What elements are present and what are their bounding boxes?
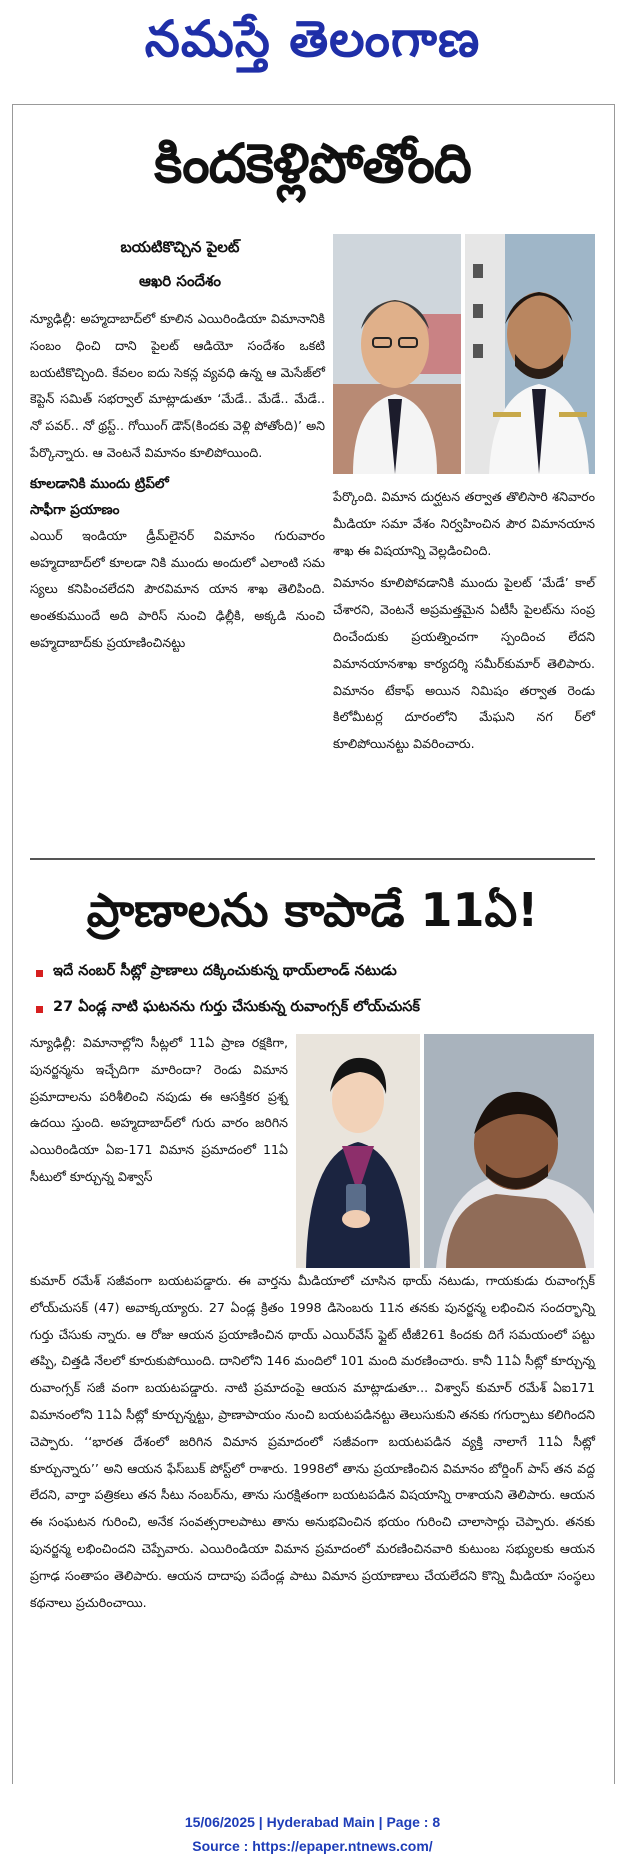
- highlight-item: [36, 955, 596, 991]
- article2-intro-text: న్యూఢిల్లీ: విమానాల్లోని సీట్లలో 11ఏ ప్రాణ రక్షకిగా, పునర్జన్మను ఇచ్చేదిగా మారిందా? రెండు విమాన ప్రమాదాలను పరిశీలించి నపుడు ఈ ఆసక్తికర ప్రశ్న ఉదయి స్తుంది. అహ్మదాబాద్‌లో గురు వారం జరిగిన ఎయిరిండియా ఏఐ-171 విమాన ప్రమాదంలో 11ఏ సీటులో కూర్చున్న విశ్వాస్: [30, 1035, 288, 1184]
- masthead: [0, 0, 625, 82]
- bullet-icon: [36, 1006, 43, 1013]
- bullet-icon: [36, 970, 43, 977]
- highlight-item: [36, 991, 596, 1027]
- article2-highlights: [36, 955, 596, 1027]
- newspaper-logo: నమస్తే తెలంగాణ: [144, 9, 481, 68]
- highlight-text: ఇదే నంబర్ సీట్లో ప్రాణాలు దక్కించుకున్న థాయ్‌లాండ్ నటుడు: [53, 963, 397, 979]
- article2-headline: ప్రాణాలను కాపాడే 11ఏ!: [86, 883, 539, 937]
- footer: [0, 1810, 625, 1858]
- article2-intro: [30, 1030, 288, 1265]
- article1-paragraph: విమానం కూలిపోవడానికి ముందు పైలట్ ‘మేడే’ కాల్ చేశారని, వెంటనే అప్రమత్తమైన ఏటీసీ పైలట్‌ను సంప్ర దించేందుకు ప్రయత్నించగా స్పందించ లేదని విమానయానశాఖ కార్యదర్శి సమీర్‌కుమార్ తెలిపారు. విమానం టేకాఫ్ అయిన నిమిషం తర్వాత రెండు కిలోమీటర్ల దూరంలోని మేఘని నగ ర్‌లో కూలిపోయినట్టు వివరించారు.: [333, 575, 595, 752]
- section-divider: [30, 858, 595, 860]
- article1-paragraph: న్యూఢిల్లీ: అహ్మదాబాద్‌లో కూలిన ఎయిరిండియా విమానానికి సంబం ధించి దాని పైలట్ ఆడియో సందేశం ఒకటి బయటికొచ్చింది. కేవలం ఐదు సెకన్ల వ్యవధి ఉన్న ఆ మెసేజ్‌లో కెప్టెన్ సమిత్ సభర్వాల్ మాట్లాడుతూ ‘మేడే.. మేడే.. మేడే.. నో పవర్.. నో థ్రస్ట్.. గోయింగ్ డౌన్(కిందకు వెళ్లి పోతోంది)’ అని పేర్కొన్నారు. ఆ వెంటనే విమానం కూలిపోయింది.: [30, 311, 325, 460]
- article2-body: [30, 1268, 595, 1773]
- article1-subhead: [30, 230, 330, 298]
- article1-minihead-line2: సాఫీగా ప్రయాణం: [30, 501, 120, 518]
- highlight-text: 27 ఏండ్ల నాటి ఘటనను గుర్తు చేసుకున్న రువాంగ్సక్ లోయ్‌చుసక్: [53, 999, 421, 1015]
- article1-paragraph: పేర్కొంది. విమాన దుర్ఘటన తర్వాత తొలిసారి శనివారం మీడియా సమా వేశం నిర్వహించిన పౌర విమానయాన శాఖ ఈ విషయాన్ని వెల్లడించింది.: [333, 489, 595, 558]
- article1-headline: కిందకెళ్లిపోతోంది: [154, 132, 471, 195]
- article1-column-left: [30, 306, 325, 846]
- footer-source: Source : https://epaper.ntnews.com/: [192, 1838, 433, 1854]
- article1-subhead-line2: ఆఖరి సందేశం: [139, 272, 221, 290]
- article2-photo: [296, 1034, 594, 1268]
- article1-column-right: [333, 484, 595, 846]
- article1-subhead-line1: బయటికొచ్చిన పైలట్: [120, 238, 240, 256]
- article1-paragraph: ఎయిర్ ఇండియా డ్రీమ్‌లైనర్ విమానం గురువారం అహ్మదాబాద్‌లో కూలడా నికి ముందు అందులో ఎలాంటి సమ స్యలు కనిపించలేదని పౌరవిమాన యాన శాఖ తెలిపింది. అంతకుముందే అది పారిస్ నుంచి ఢిల్లీకి, అక్కడి నుంచి అహ్మదాబాద్‌కు ప్రయాణించినట్టు: [30, 527, 325, 650]
- footer-dateline: 15/06/2025 | Hyderabad Main | Page : 8: [184, 1814, 441, 1830]
- article2-body-text: కుమార్ రమేశ్ సజీవంగా బయటపడ్డారు. ఈ వార్తను మీడియాలో చూసిన థాయ్ నటుడు, గాయకుడు రువాంగ్సక్ లోయ్‌చుసక్ (47) అవాక్కయ్యారు. 27 ఏండ్ల క్రితం 1998 డిసెంబరు 11న తనకు పునర్జన్మ లభించిన సందర్భాన్ని గుర్తు చేసుకు న్నారు. ఆ రోజు ఆయన ప్రయాణించిన థాయ్ ఎయిర్‌వేస్ ఫ్లైట్ టీజీ261 కిందకు దిగే సమయంలో పట్టు తప్పి, చిత్తడి నేలలో కూరుకుపోయింది. దానిలోని 146 మందిలో 101 మంది మరణించారు. కానీ 11ఏ సీట్లో కూర్చున్న రువాంగ్సక్ సజీ వంగా బయటపడ్డారు. నాటి ప్రమాదంపై ఆయన మాట్లాడుతూ... విశ్వాస్ కుమార్ రమేశ్ ఏఐ171 విమానంలోని 11ఏ సీట్లో కూర్చున్నట్టు, ప్రాణాపాయం నుంచి బయటపడినట్టు తెలుసుకుని తనకు గగుర్పాటు కలిగిందని చెప్పారు. ‘‘భారత దేశంలో జరిగిన విమాన ప్రమాదంలో సజీవంగా బయటపడిన వ్యక్తి నాలాగే 11ఏ సీట్లో కూర్చున్నారు’’ అని ఆయన ఫేస్‌బుక్ పోస్ట్‌లో రాశారు. 1998లో తాను ప్రయాణించిన విమానం బోర్డింగ్ పాస్ తన వద్ద లేదని, వార్తా పత్రికలు తన సీటు నంబర్‌ను, తాను సురక్షితంగా బయటపడిన విషయాన్ని రాశాయని తెలిపారు. ఆయన ఈ సంఘటన గురించి, అనేక సంవత్సరాలపాటు తాను అనుభవించిన భయం గురించి చాలాసార్లు చెప్పారు. తనకు పునర్జన్మ లభించిందని చెప్పేవారు. ఎయిరిండియా విమాన ప్రమాదంలో మరణించినవారి కుటుంబ సభ్యులకు ఆయన ప్రగాఢ సంతాపం తెలిపారు. ఆయన దాదాపు పదేండ్ల పాటు విమాన ప్రయాణాలు చేయలేదని కొన్ని మీడియా సంస్థలు కథనాలు ప్రచురించాయి.: [30, 1273, 595, 1610]
- article1-pilots-photo: [333, 234, 595, 474]
- article1-minihead: [30, 471, 325, 523]
- article1-minihead-line1: కూలడానికి ముందు ట్రిప్‌లో: [30, 475, 169, 492]
